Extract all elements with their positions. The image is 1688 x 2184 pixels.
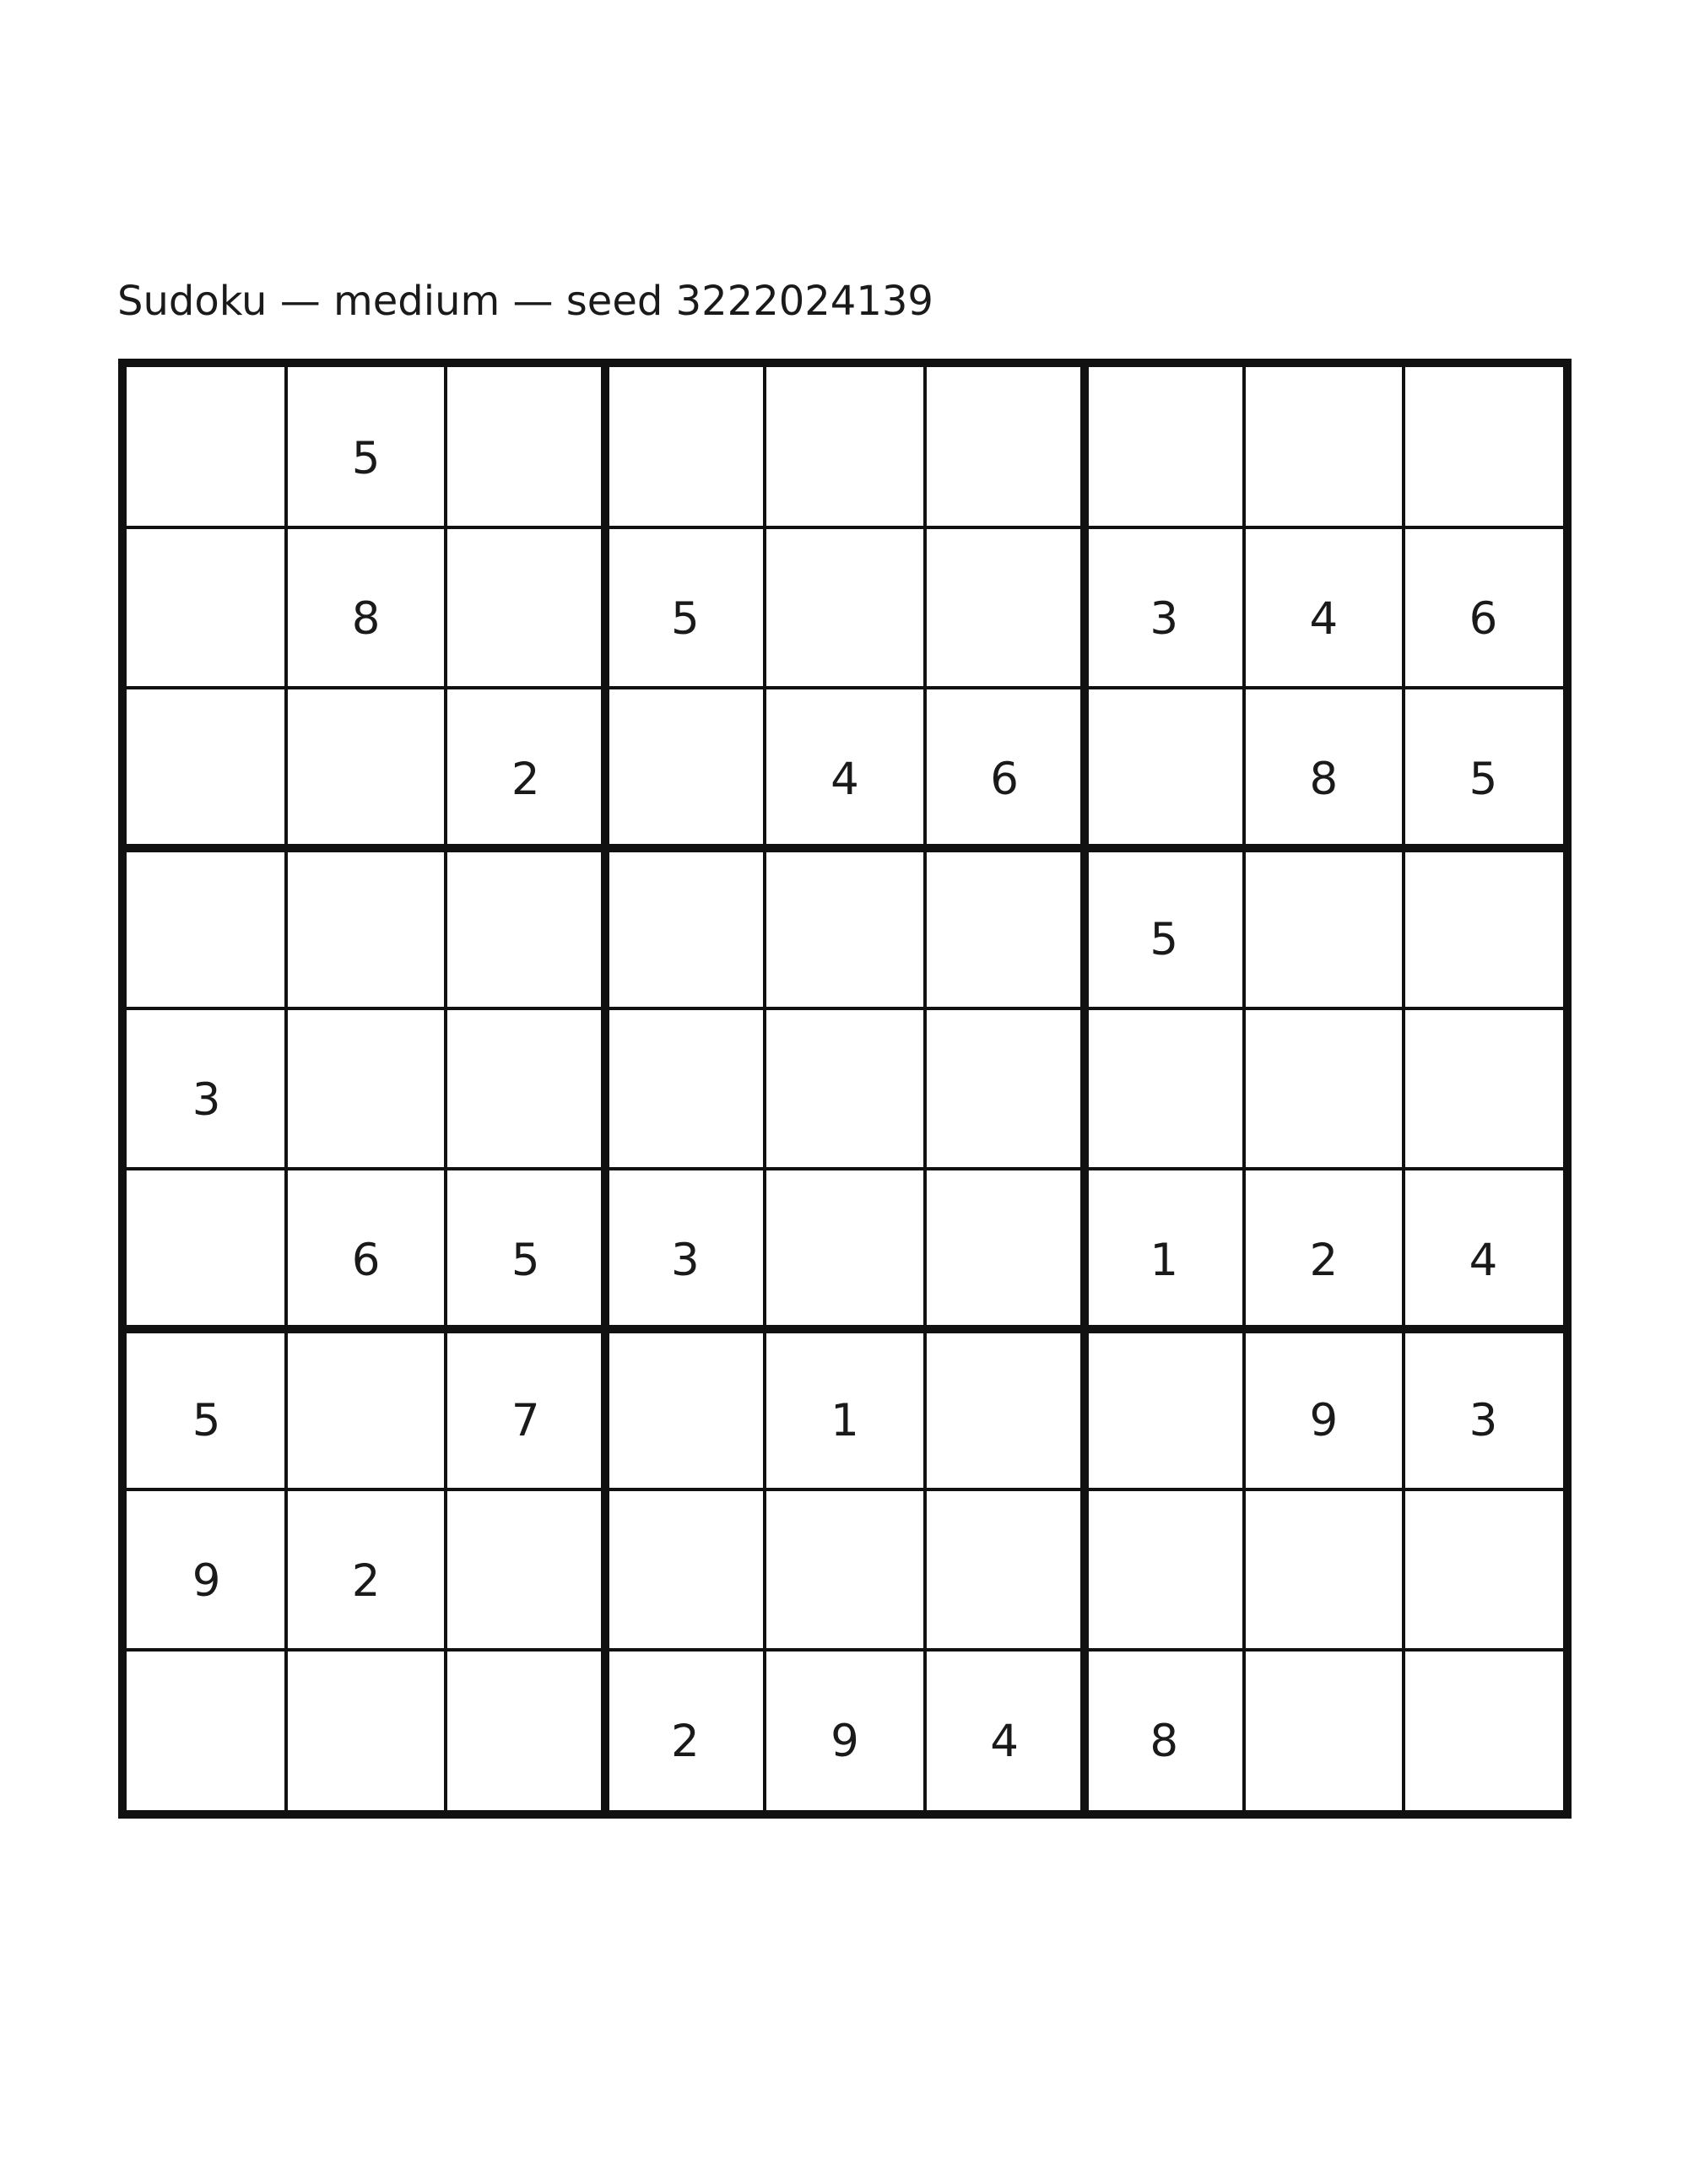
cell-r7c1[interactable]: 5 bbox=[192, 1394, 221, 1446]
cell-r8c3[interactable] bbox=[446, 1489, 605, 1650]
cell-r6c6[interactable] bbox=[925, 1169, 1085, 1329]
cell-r6c5[interactable] bbox=[765, 1169, 924, 1329]
cell-r5c8[interactable] bbox=[1244, 1008, 1404, 1169]
cell-r6c7[interactable]: 1 bbox=[1150, 1234, 1179, 1286]
cell-r8c8[interactable] bbox=[1244, 1489, 1404, 1650]
cell-r7c2[interactable] bbox=[286, 1329, 446, 1489]
cell-r3c8[interactable]: 8 bbox=[1309, 753, 1339, 805]
sudoku-cells bbox=[127, 367, 1563, 1810]
cell-r4c7[interactable]: 5 bbox=[1150, 913, 1179, 965]
cell-r4c3[interactable] bbox=[446, 848, 605, 1008]
cell-r4c1[interactable] bbox=[127, 848, 286, 1008]
cell-r9c9[interactable] bbox=[1404, 1650, 1563, 1810]
cell-r9c2[interactable] bbox=[286, 1650, 446, 1810]
cell-r4c9[interactable] bbox=[1404, 848, 1563, 1008]
cell-r2c2[interactable]: 8 bbox=[351, 592, 381, 645]
cell-r7c9[interactable]: 3 bbox=[1469, 1394, 1498, 1446]
cell-r9c6[interactable]: 4 bbox=[990, 1715, 1019, 1767]
cell-r7c8[interactable]: 9 bbox=[1309, 1394, 1339, 1446]
cell-r1c6[interactable] bbox=[925, 367, 1085, 527]
cell-r3c2[interactable] bbox=[286, 688, 446, 848]
cell-r8c7[interactable] bbox=[1085, 1489, 1244, 1650]
cell-r8c5[interactable] bbox=[765, 1489, 924, 1650]
cell-r1c3[interactable] bbox=[446, 367, 605, 527]
cell-r5c1[interactable]: 3 bbox=[192, 1073, 221, 1126]
cell-r2c5[interactable] bbox=[765, 527, 924, 688]
cell-r2c7[interactable]: 3 bbox=[1150, 592, 1179, 645]
cell-r7c6[interactable] bbox=[925, 1329, 1085, 1489]
cell-r1c7[interactable] bbox=[1085, 367, 1244, 527]
cell-r9c5[interactable]: 9 bbox=[830, 1715, 859, 1767]
cell-r5c9[interactable] bbox=[1404, 1008, 1563, 1169]
cell-r4c8[interactable] bbox=[1244, 848, 1404, 1008]
cell-r8c9[interactable] bbox=[1404, 1489, 1563, 1650]
cell-r1c9[interactable] bbox=[1404, 367, 1563, 527]
cell-r7c5[interactable]: 1 bbox=[830, 1394, 859, 1446]
sudoku-board bbox=[118, 359, 1572, 1819]
cell-r6c1[interactable] bbox=[127, 1169, 286, 1329]
cell-r8c4[interactable] bbox=[605, 1489, 765, 1650]
cell-r5c3[interactable] bbox=[446, 1008, 605, 1169]
cell-r5c7[interactable] bbox=[1085, 1008, 1244, 1169]
cell-r2c8[interactable]: 4 bbox=[1309, 592, 1339, 645]
cell-r7c3[interactable]: 7 bbox=[511, 1394, 540, 1446]
cell-r8c2[interactable]: 2 bbox=[351, 1554, 381, 1607]
cell-r2c6[interactable] bbox=[925, 527, 1085, 688]
cell-r5c4[interactable] bbox=[605, 1008, 765, 1169]
cell-r5c6[interactable] bbox=[925, 1008, 1085, 1169]
cell-r3c9[interactable]: 5 bbox=[1469, 753, 1498, 805]
cell-r2c3[interactable] bbox=[446, 527, 605, 688]
cell-r3c7[interactable] bbox=[1085, 688, 1244, 848]
page-title: Sudoku — medium — seed 3222024139 bbox=[117, 278, 933, 325]
cell-r6c2[interactable]: 6 bbox=[351, 1234, 381, 1286]
cell-r8c1[interactable]: 9 bbox=[192, 1554, 221, 1607]
cell-r3c5[interactable]: 4 bbox=[830, 753, 859, 805]
cell-r1c1[interactable] bbox=[127, 367, 286, 527]
cell-r3c3[interactable]: 2 bbox=[511, 753, 540, 805]
cell-r7c4[interactable] bbox=[605, 1329, 765, 1489]
cell-r6c9[interactable]: 4 bbox=[1469, 1234, 1498, 1286]
cell-r4c6[interactable] bbox=[925, 848, 1085, 1008]
cell-r9c3[interactable] bbox=[446, 1650, 605, 1810]
cell-r9c8[interactable] bbox=[1244, 1650, 1404, 1810]
cell-r9c7[interactable]: 8 bbox=[1150, 1715, 1179, 1767]
cell-r8c6[interactable] bbox=[925, 1489, 1085, 1650]
cell-r5c2[interactable] bbox=[286, 1008, 446, 1169]
cell-r1c5[interactable] bbox=[765, 367, 924, 527]
cell-r3c4[interactable] bbox=[605, 688, 765, 848]
cell-r1c2[interactable]: 5 bbox=[351, 432, 381, 484]
cell-r6c3[interactable]: 5 bbox=[511, 1234, 540, 1286]
cell-r4c4[interactable] bbox=[605, 848, 765, 1008]
cell-r9c4[interactable]: 2 bbox=[671, 1715, 700, 1767]
cell-r6c4[interactable]: 3 bbox=[671, 1234, 700, 1286]
cell-r5c5[interactable] bbox=[765, 1008, 924, 1169]
cell-r2c4[interactable]: 5 bbox=[671, 592, 700, 645]
cell-r2c1[interactable] bbox=[127, 527, 286, 688]
cell-r9c1[interactable] bbox=[127, 1650, 286, 1810]
cell-r1c8[interactable] bbox=[1244, 367, 1404, 527]
cell-r4c5[interactable] bbox=[765, 848, 924, 1008]
cell-r2c9[interactable]: 6 bbox=[1469, 592, 1498, 645]
cell-r3c6[interactable]: 6 bbox=[990, 753, 1019, 805]
cell-r1c4[interactable] bbox=[605, 367, 765, 527]
cell-r7c7[interactable] bbox=[1085, 1329, 1244, 1489]
cell-r4c2[interactable] bbox=[286, 848, 446, 1008]
cell-r6c8[interactable]: 2 bbox=[1309, 1234, 1339, 1286]
cell-r3c1[interactable] bbox=[127, 688, 286, 848]
